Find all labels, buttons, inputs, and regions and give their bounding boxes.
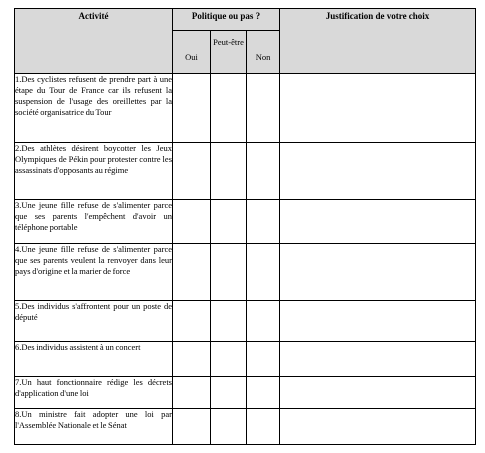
option-oui-header	[173, 31, 211, 74]
answer-oui-cell[interactable]	[173, 200, 211, 244]
activity-text: 8.Un ministre fait adopter une loi par l'Assemblée Nationale et le Sénat	[15, 409, 173, 445]
justification-cell[interactable]	[280, 377, 476, 409]
activity-text: 4.Une jeune fille refuse de s'alimenter parce que ses parents veulent la renvoyer dans leur pays d'origine et la marier de force	[15, 244, 173, 301]
answer-peut-etre-cell[interactable]	[211, 74, 247, 143]
answer-oui-cell[interactable]	[173, 143, 211, 200]
option-oui-label: Oui	[185, 52, 198, 62]
activity-text: 7.Un haut fonctionnaire rédige les décrets d'application d'une loi	[15, 377, 173, 409]
activity-text: 5.Des individus s'affrontent pour un poste de député	[15, 301, 173, 342]
table-row	[15, 74, 476, 143]
answer-oui-cell[interactable]	[173, 409, 211, 445]
answer-non-cell[interactable]	[247, 244, 280, 301]
justification-cell[interactable]	[280, 74, 476, 143]
answer-peut-etre-cell[interactable]	[211, 377, 247, 409]
table-row	[15, 377, 476, 409]
justification-cell[interactable]	[280, 301, 476, 342]
answer-oui-cell[interactable]	[173, 377, 211, 409]
answer-non-cell[interactable]	[247, 301, 280, 342]
justification-header: Justification de votre choix	[280, 9, 476, 74]
justification-cell[interactable]	[280, 409, 476, 445]
justification-cell[interactable]	[280, 244, 476, 301]
answer-peut-etre-cell[interactable]	[211, 409, 247, 445]
answer-peut-etre-cell[interactable]	[211, 143, 247, 200]
answer-non-cell[interactable]	[247, 74, 280, 143]
answer-oui-cell[interactable]	[173, 74, 211, 143]
political-header: Politique ou pas ?	[173, 9, 280, 31]
activity-text: 6.Des individus assistent à un concert	[15, 342, 173, 377]
answer-non-cell[interactable]	[247, 342, 280, 377]
activity-header: Activité	[15, 9, 173, 74]
answer-oui-cell[interactable]	[173, 244, 211, 301]
answer-oui-cell[interactable]	[173, 342, 211, 377]
answer-peut-etre-cell[interactable]	[211, 301, 247, 342]
option-peut-etre-label: Peut-être	[213, 37, 244, 47]
answer-non-cell[interactable]	[247, 409, 280, 445]
justification-cell[interactable]	[280, 342, 476, 377]
activity-text: 3.Une jeune fille refuse de s'alimenter parce que ses parents l'empêchent d'avoir un téléphone portable	[15, 200, 173, 244]
option-non-label: Non	[255, 52, 271, 62]
answer-non-cell[interactable]	[247, 377, 280, 409]
option-non-header	[247, 31, 280, 74]
table-row	[15, 342, 476, 377]
answer-peut-etre-cell[interactable]	[211, 244, 247, 301]
table-row	[15, 244, 476, 301]
activity-text: 1.Des cyclistes refusent de prendre part à une étape du Tour de France car ils refusent la suspension de l'usage des oreillettes par la société organisatrice du Tour	[15, 74, 173, 143]
political-activity-table	[14, 8, 476, 445]
answer-non-cell[interactable]	[247, 200, 280, 244]
justification-cell[interactable]	[280, 200, 476, 244]
option-peut-etre-header	[211, 31, 247, 74]
table-row	[15, 301, 476, 342]
answer-peut-etre-cell[interactable]	[211, 200, 247, 244]
answer-non-cell[interactable]	[247, 143, 280, 200]
justification-cell[interactable]	[280, 143, 476, 200]
activity-text: 2.Des athlètes désirent boycotter les Jeux Olympiques de Pékin pour protester contre les assassinats d'opposants au régime	[15, 143, 173, 200]
table-row	[15, 143, 476, 200]
table-row	[15, 200, 476, 244]
table-row	[15, 409, 476, 445]
answer-oui-cell[interactable]	[173, 301, 211, 342]
answer-peut-etre-cell[interactable]	[211, 342, 247, 377]
